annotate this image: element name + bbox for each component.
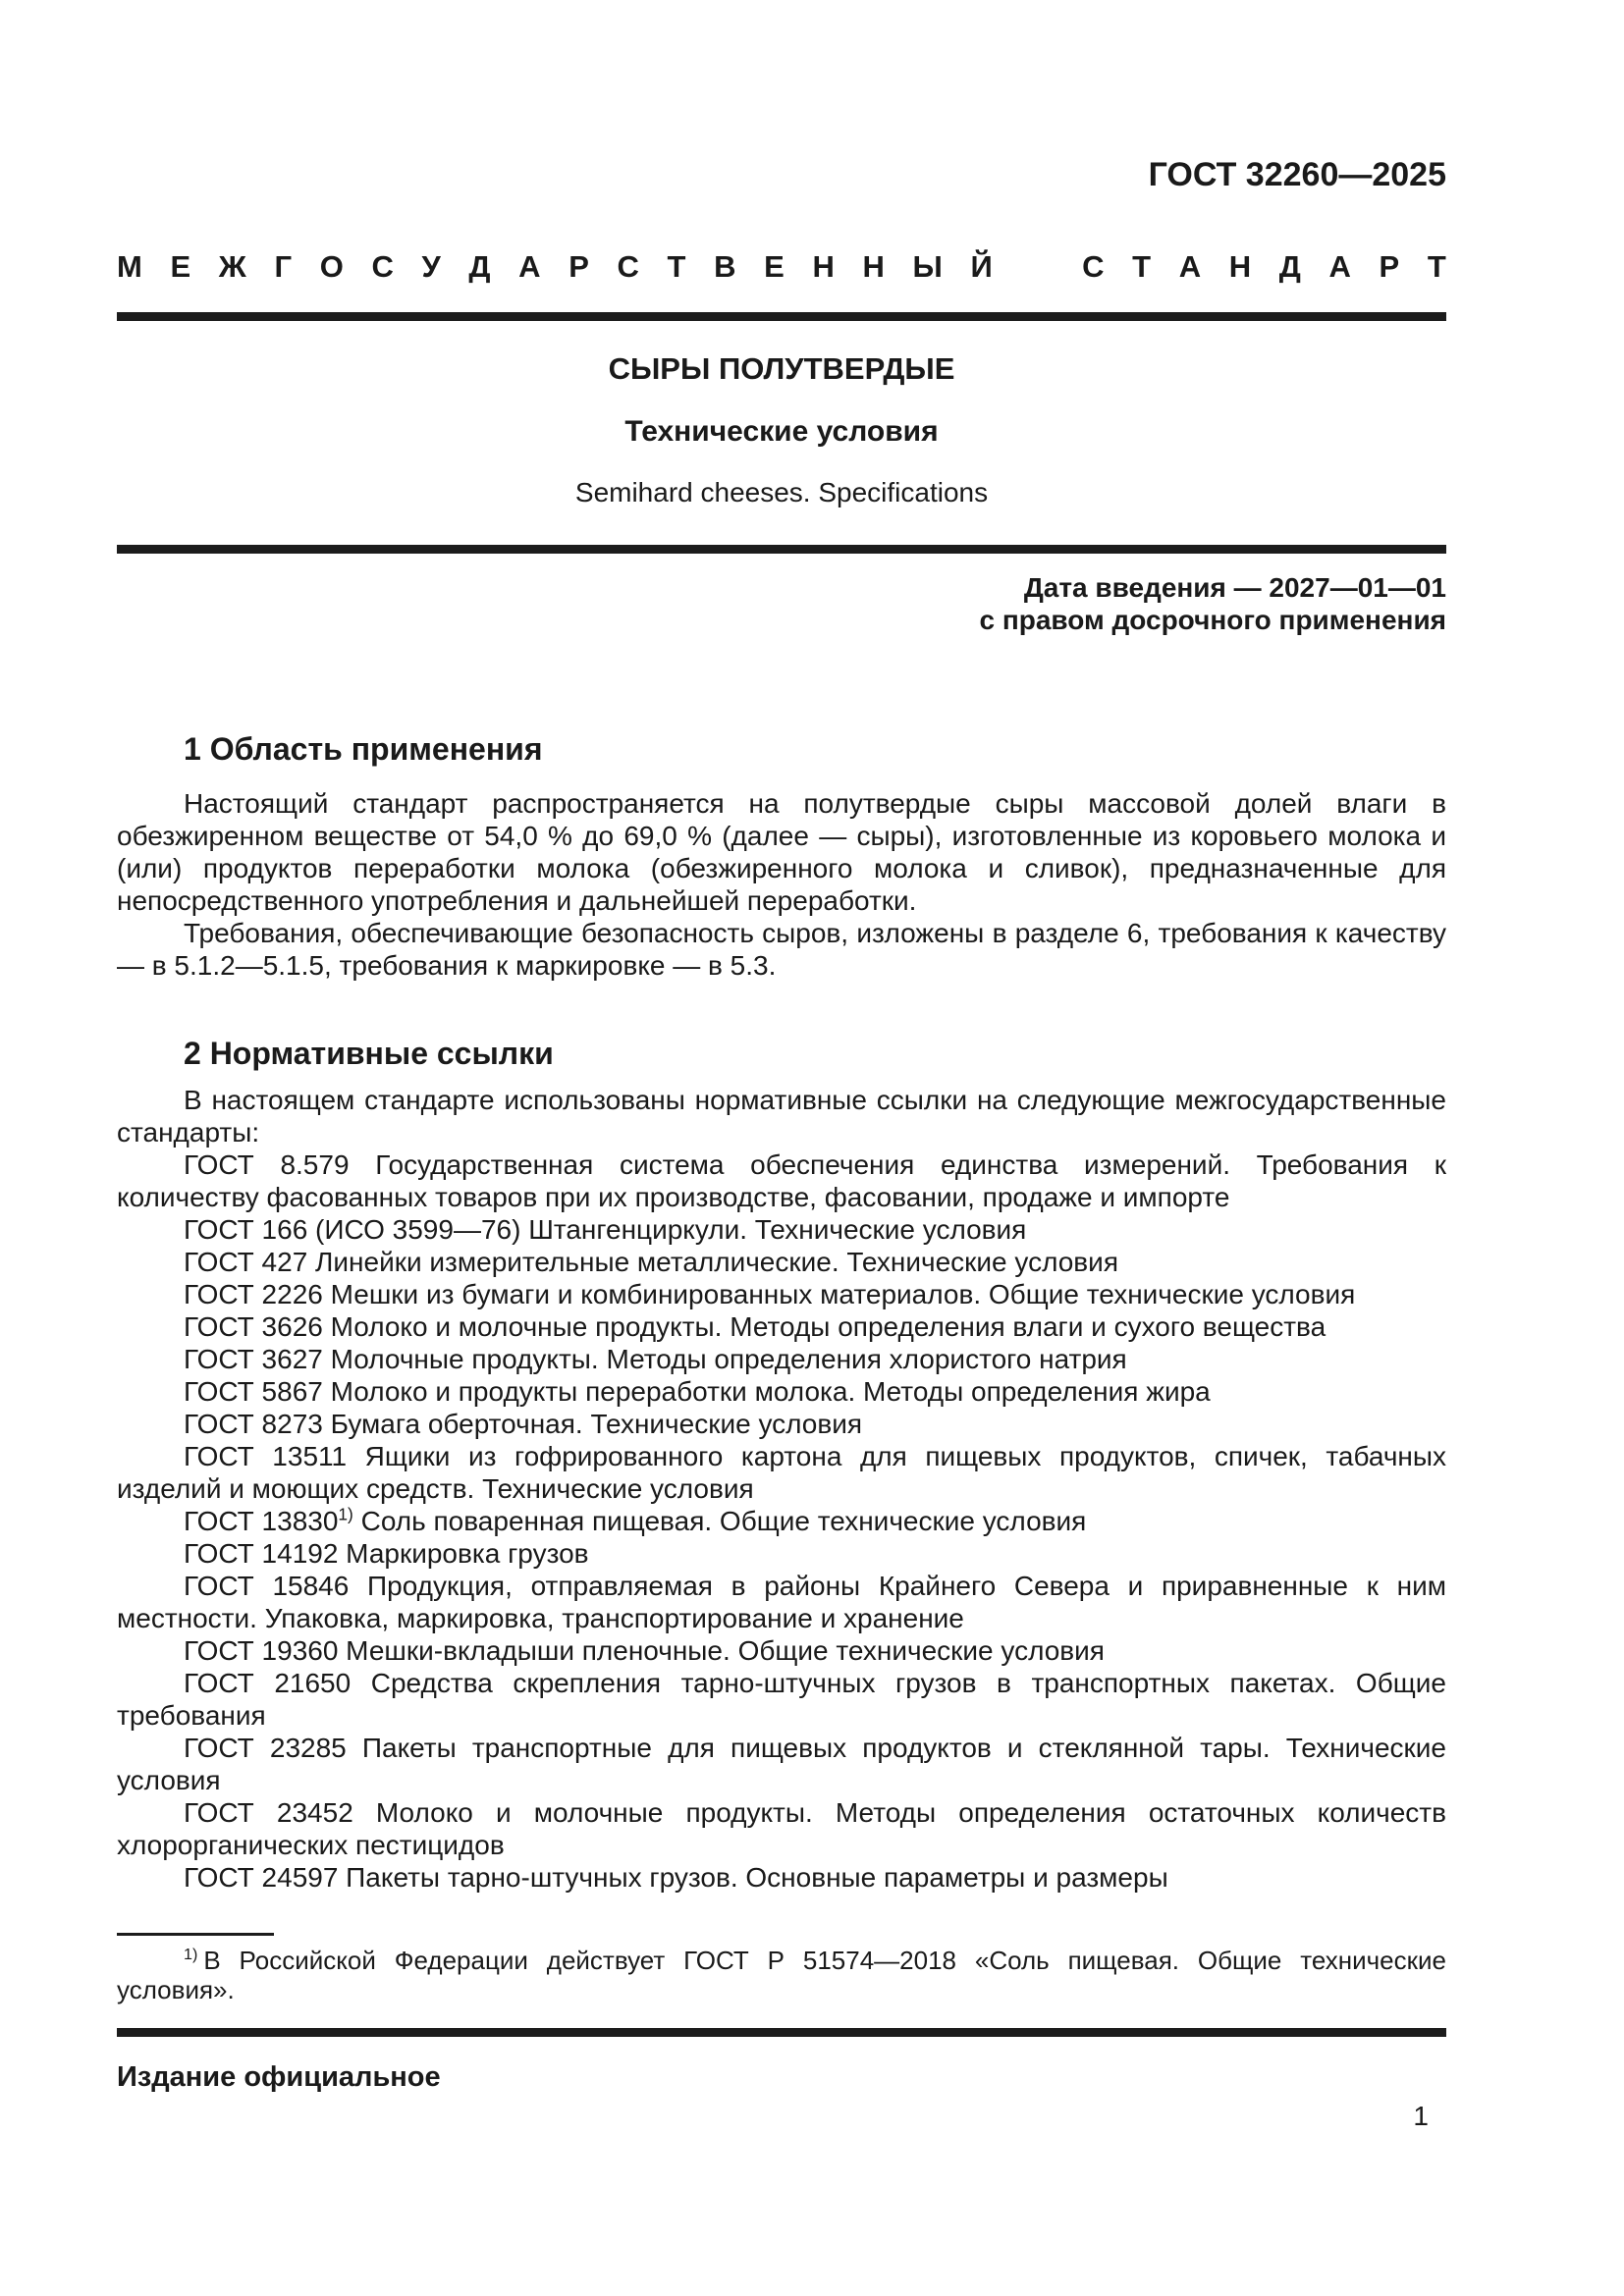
reference-item: ГОСТ 8.579 Государственная система обеспечения единства измерений. Требования к количеству фасованных товаров при их производстве, фасовании, продаже и импорте	[117, 1149, 1446, 1212]
reference-item: ГОСТ 427 Линейки измерительные металлические. Технические условия	[184, 1247, 1118, 1277]
reference-item: ГОСТ 13511 Ящики из гофрированного картона для пищевых продуктов, спичек, табачных изделий и моющих средств. Технические условия	[117, 1441, 1446, 1504]
section-1-body	[117, 787, 1446, 982]
document-subtitle-ru: Технические условия	[624, 415, 939, 448]
reference-item: ГОСТ 3626 Молоко и молочные продукты. Методы определения влаги и сухого вещества	[184, 1311, 1326, 1342]
references-intro: В настоящем стандарте использованы нормативные ссылки на следующие межгосударственные стандарты:	[117, 1085, 1446, 1148]
title-rule	[117, 545, 1446, 554]
section-2-body	[117, 1084, 1446, 1894]
footnote-marker-ref: 1)	[338, 1504, 353, 1524]
reference-text: Соль поваренная пищевая. Общие технические условия	[352, 1506, 1087, 1536]
footnote-separator	[117, 1933, 274, 1936]
reference-item: ГОСТ 14192 Маркировка грузов	[184, 1538, 589, 1569]
paragraph: Требования, обеспечивающие безопасность сыров, изложены в разделе 6, требования к качеству — в 5.1.2—5.1.5, требования к маркировке — в 5.3.	[117, 918, 1446, 981]
paragraph: Настоящий стандарт распространяется на полутвердые сыры массовой долей влаги в обезжиренном веществе от 54,0 % до 69,0 % (далее — сыры), изготовленные из коровьего молока и (или) продуктов переработки молока (обезжиренного молока и сливок), предназначенные для непосредственного употребления и дальнейшей переработки.	[117, 788, 1446, 916]
footnote-marker: 1)	[184, 1946, 198, 1964]
section-1-heading: 1 Область применения	[184, 731, 543, 767]
page-number: 1	[1413, 2101, 1429, 2131]
reference-item: ГОСТ 166 (ИСО 3599—76) Штангенциркули. Технические условия	[184, 1214, 1027, 1245]
doc-number: ГОСТ 32260—2025	[1148, 156, 1446, 193]
header-rule	[117, 312, 1446, 321]
reference-item: ГОСТ 21650 Средства скрепления тарно-штучных грузов в транспортных пакетах. Общие требования	[117, 1668, 1446, 1731]
reference-item: ГОСТ 8273 Бумага оберточная. Технические условия	[184, 1409, 863, 1439]
section-2-heading: 2 Нормативные ссылки	[184, 1036, 554, 1071]
footnote	[117, 1946, 1446, 2004]
reference-item: ГОСТ 2226 Мешки из бумаги и комбинированных материалов. Общие технические условия	[184, 1279, 1356, 1309]
reference-item: ГОСТ 23285 Пакеты транспортные для пищевых продуктов и стеклянной тары. Технические условия	[117, 1733, 1446, 1795]
document-title-en: Semihard cheeses. Specifications	[574, 477, 989, 507]
reference-item: ГОСТ 3627 Молочные продукты. Методы определения хлористого натрия	[184, 1344, 1127, 1374]
effective-date: Дата введения — 2027—01—01	[1023, 572, 1446, 603]
reference-item	[117, 1505, 1446, 1537]
reference-item: ГОСТ 24597 Пакеты тарно-штучных грузов. Основные параметры и размеры	[184, 1862, 1168, 1893]
effective-date-block	[117, 571, 1446, 636]
early-application-note: с правом досрочного применения	[979, 605, 1446, 635]
reference-item: ГОСТ 23452 Молоко и молочные продукты. Методы определения остаточных количеств хлорорганических пестицидов	[117, 1797, 1446, 1860]
document-title-ru: СЫРЫ ПОЛУТВЕРДЫЕ	[608, 351, 955, 386]
reference-text: ГОСТ 13830	[184, 1506, 339, 1536]
page-content	[117, 0, 1446, 2132]
reference-item: ГОСТ 5867 Молоко и продукты переработки молока. Методы определения жира	[184, 1376, 1211, 1407]
reference-item: ГОСТ 15846 Продукция, отправляемая в районы Крайнего Севера и приравненные к ним местности. Упаковка, маркировка, транспортирование и хранение	[117, 1571, 1446, 1633]
standard-type-banner: М Е Ж Г О С У Д А Р С Т В Е Н Н Ы Й С Т А Н Д А Р Т	[117, 249, 1446, 284]
footer-rule	[117, 2028, 1446, 2037]
footnote-text: В Российской Федерации действует ГОСТ Р 51574—2018 «Соль пищевая. Общие технические условия».	[117, 1946, 1446, 2004]
reference-item: ГОСТ 19360 Мешки-вкладыши пленочные. Общие технические условия	[184, 1635, 1105, 1666]
edition-note: Издание официальное	[117, 2061, 441, 2093]
